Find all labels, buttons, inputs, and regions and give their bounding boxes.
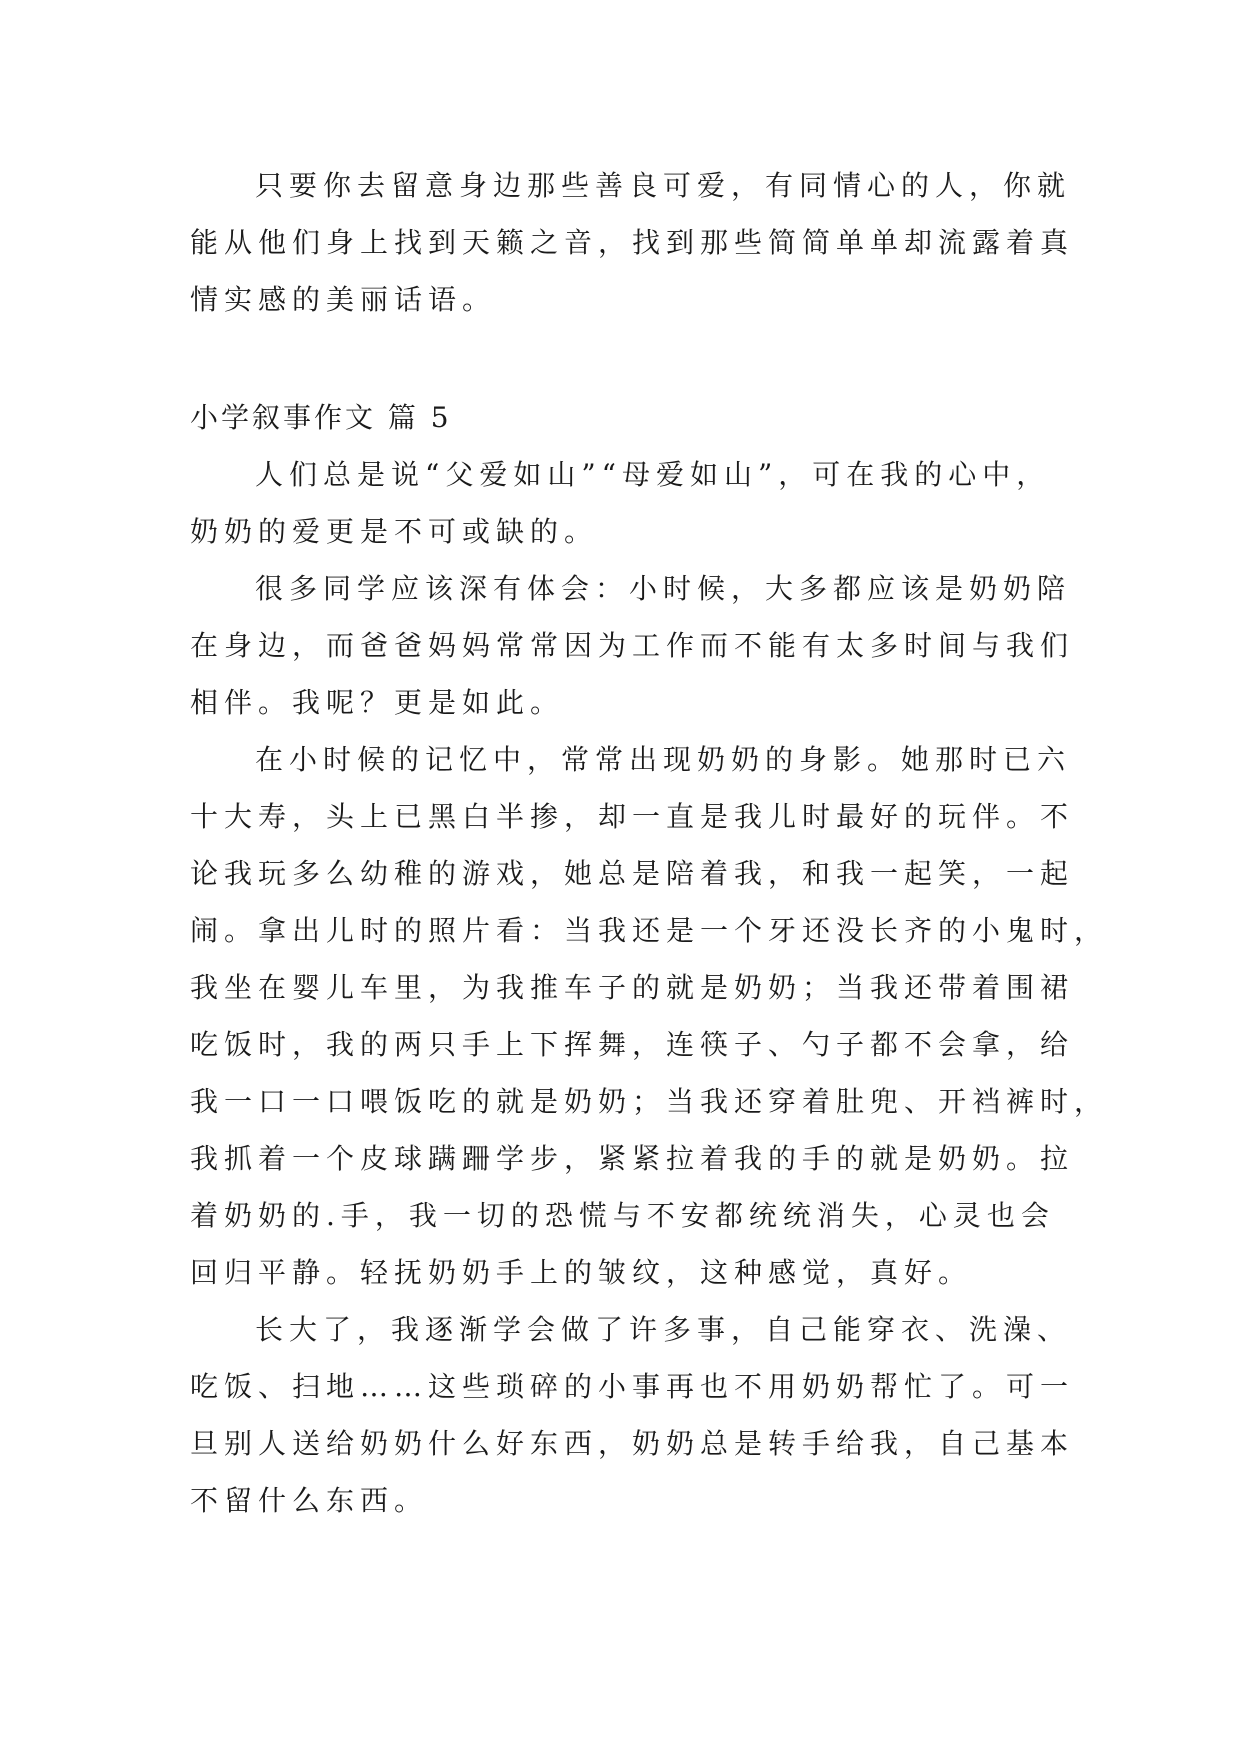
text-line: 吃饭、扫地……这些琐碎的小事再也不用奶奶帮忙了。可一 — [190, 1370, 1075, 1403]
section-heading: 小学叙事作文 篇 5 — [190, 401, 452, 434]
text-line: 长大了，我逐渐学会做了许多事，自己能穿衣、洗澡、 — [255, 1313, 1072, 1346]
text-line: 能从他们身上找到天籁之音，找到那些简简单单却流露着真 — [190, 226, 1075, 259]
text-line: 在身边，而爸爸妈妈常常因为工作而不能有太多时间与我们 — [190, 629, 1075, 662]
text-line: 旦别人送给奶奶什么好东西，奶奶总是转手给我，自己基本 — [190, 1427, 1075, 1460]
text-line: 相伴。我呢？更是如此。 — [190, 686, 565, 719]
text-line: 奶奶的爱更是不可或缺的。 — [190, 515, 599, 548]
text-line: 着奶奶的.手，我一切的恐慌与不安都统统消失，心灵也会 — [190, 1199, 1055, 1232]
text-line: 很多同学应该深有体会：小时候，大多都应该是奶奶陪 — [255, 572, 1072, 605]
text-line: 我坐在婴儿车里，为我推车子的就是奶奶；当我还带着围裙 — [190, 971, 1075, 1004]
text-line: 我一口一口喂饭吃的就是奶奶；当我还穿着肚兜、开裆裤时， — [190, 1085, 1109, 1118]
text-line: 回归平静。轻抚奶奶手上的皱纹，这种感觉，真好。 — [190, 1256, 973, 1289]
text-line: 闹。拿出儿时的照片看：当我还是一个牙还没长齐的小鬼时， — [190, 914, 1109, 947]
text-line: 人们总是说“父爱如山”“母爱如山”，可在我的心中， — [255, 458, 1051, 491]
text-line: 在小时候的记忆中，常常出现奶奶的身影。她那时已六 — [255, 743, 1072, 776]
text-line: 吃饭时，我的两只手上下挥舞，连筷子、勺子都不会拿，给 — [190, 1028, 1075, 1061]
text-line: 我抓着一个皮球蹒跚学步，紧紧拉着我的手的就是奶奶。拉 — [190, 1142, 1075, 1175]
text-line: 情实感的美丽话语。 — [190, 283, 497, 316]
text-line: 不留什么东西。 — [190, 1484, 429, 1517]
text-line: 只要你去留意身边那些善良可爱，有同情心的人，你就 — [255, 169, 1072, 202]
text-line: 十大寿，头上已黑白半掺，却一直是我儿时最好的玩伴。不 — [190, 800, 1075, 833]
text-line: 论我玩多么幼稚的游戏，她总是陪着我，和我一起笑，一起 — [190, 857, 1075, 890]
